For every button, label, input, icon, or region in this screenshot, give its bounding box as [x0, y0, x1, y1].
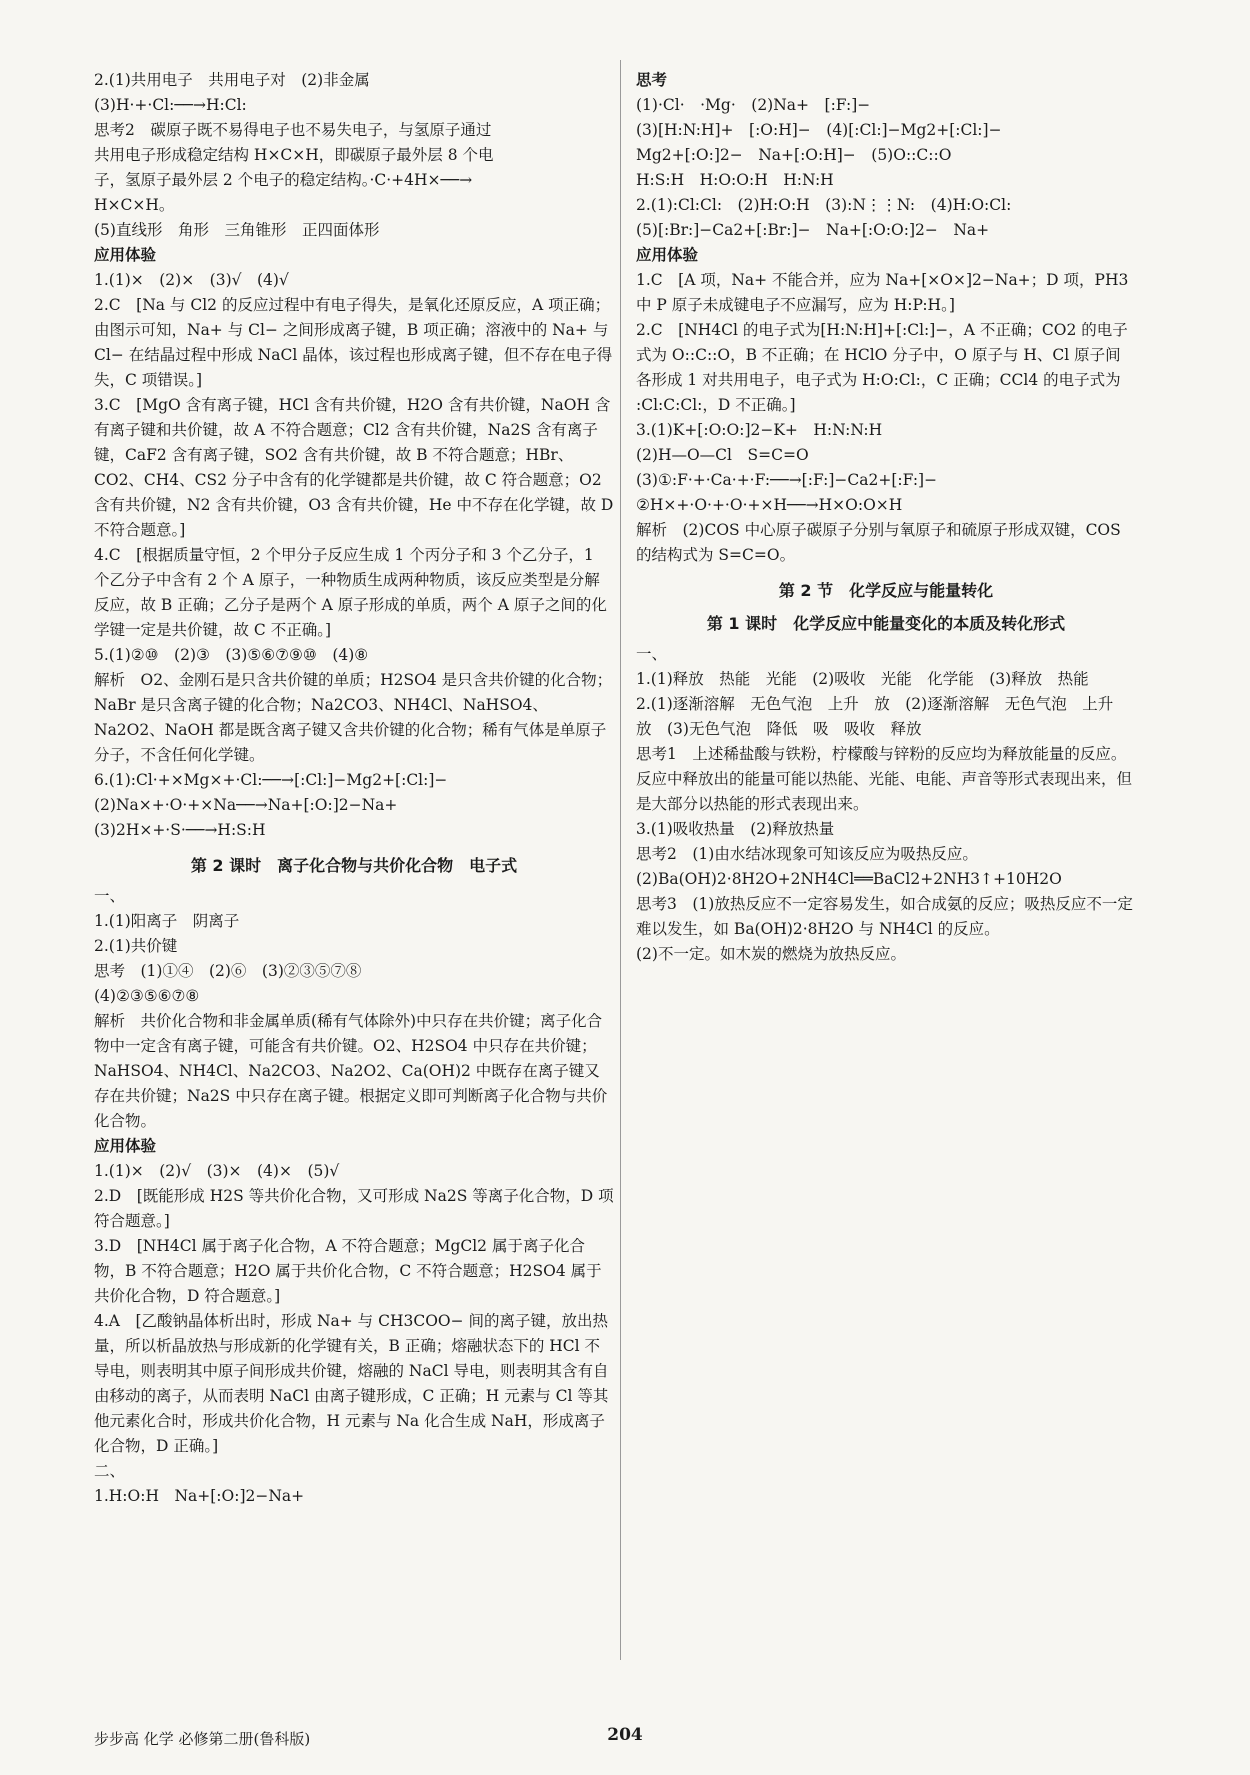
- right-line: (2)不一定。如木炭的燃烧为放热反应。: [636, 945, 906, 963]
- left-line: 应用体验: [94, 246, 157, 264]
- right-line: 3.(1)吸收热量 (2)释放热量: [636, 820, 835, 838]
- left-line: 3.D [NH4Cl 属于离子化合物，A 不符合题意；MgCl2 属于离子化合物，B 不符合题意；H2O 属于共价化合物，C 不符合题意；H2SO4 属于共价化合物，D 符合题意。]: [94, 1237, 602, 1305]
- right-line: 2.(1)逐渐溶解 无色气泡 上升 放 (2)逐渐溶解 无色气泡 上升 放 (3)无色气泡 降低 吸 吸收 释放: [636, 695, 1129, 738]
- left-line: (3)2H×+·S·──→H:S:H: [94, 821, 266, 839]
- left-line: 1.H:O:H Na+[:O:]2−Na+: [94, 1487, 305, 1505]
- right-line: 思考3 (1)放热反应不一定容易发生，如合成氨的反应；吸热反应不一定难以发生，如 Ba(OH)2·8H2O 与 NH4Cl 的反应。: [636, 895, 1133, 938]
- right-line: 第 2 节 化学反应与能量转化: [778, 581, 994, 600]
- left-line: 6.(1):Cl·+×Mg×+·Cl:──→[:Cl:]−Mg2+[:Cl:]−: [94, 771, 448, 789]
- left-line: 4.C [根据质量守恒，2 个甲分子反应生成 1 个丙分子和 3 个乙分子，1 个乙分子中含有 2 个 A 原子，一种物质生成两种物质，该反应类型是分解反应，故 B 正确；乙分子是两个 A 原子形成的单质，两个 A 原子之间的化学键一定是共价键，故 C 不正确。]: [94, 546, 607, 639]
- left-line: (5)直线形 角形 三角锥形 正四面体形: [94, 221, 380, 239]
- left-line: 第 2 课时 离子化合物与共价化合物 电子式: [190, 856, 518, 875]
- left-line: (2)Na×+·O·+×Na──→Na+[:O:]2−Na+: [94, 796, 398, 814]
- right-line: 1.C [A 项，Na+ 不能合并，应为 Na+[×O×]2−Na+；D 项，PH3 中 P 原子未成键电子不应漏写，应为 H:P:H。]: [636, 271, 1134, 314]
- right-line: 1.(1)释放 热能 光能 (2)吸收 光能 化学能 (3)释放 热能: [636, 670, 1089, 688]
- right-line: 思考1 上述稀盐酸与铁粉，柠檬酸与锌粉的反应均为释放能量的反应。反应中释放出的能量可能以热能、光能、电能、声音等形式表现出来，但是大部分以热能的形式表现出来。: [636, 745, 1133, 813]
- right-column: [636, 68, 1136, 967]
- right-line: 一、: [636, 645, 668, 663]
- left-line: 4.A [乙酸钠晶体析出时，形成 Na+ 与 CH3COO− 间的离子键，放出热量，所以析晶放热与形成新的化学键有关，B 正确；熔融状态下的 HCl 不导电，则表明其中原子间形成共价键，熔融的 NaCl 导电，则表明其含有自由移动的离子，从而表明 NaCl 由离子键形成，C 正确；H 元素与 Cl 等其他元素化合时，形成共价化合物，H 元素与 Na 化合生成 NaH，形成离子化合物，D 正确。]: [94, 1312, 609, 1455]
- left-line: (3)H·+·Cl:──→H:Cl:: [94, 96, 247, 114]
- right-line: Mg2+[:O:]2− Na+[:O:H]− (5)O::C::O: [636, 146, 952, 164]
- left-line: 2.(1)共价键: [94, 937, 178, 955]
- left-line: 二、: [94, 1462, 126, 1480]
- left-line: H×C×H。: [94, 196, 175, 214]
- left-line: 思考2 碳原子既不易得电子也不易失电子，与氢原子通过: [94, 121, 492, 139]
- left-line: 5.(1)②⑩ (2)③ (3)⑤⑥⑦⑨⑩ (4)⑧: [94, 646, 369, 664]
- left-line: 一、: [94, 887, 126, 905]
- right-line: 思考: [636, 71, 668, 89]
- column-divider: [620, 60, 621, 1660]
- right-line: 第 1 课时 化学反应中能量变化的本质及转化形式: [706, 614, 1066, 633]
- left-line: 应用体验: [94, 1137, 157, 1155]
- left-line: (4)②③⑤⑥⑦⑧: [94, 987, 200, 1005]
- right-line: H:S:H H:O:O:H H:N:H: [636, 171, 834, 189]
- right-line: (5)[:Br:]−Ca2+[:Br:]− Na+[:O:O:]2− Na+: [636, 221, 990, 239]
- left-line: 2.D [既能形成 H2S 等共价化合物，又可形成 Na2S 等离子化合物，D 项符合题意。]: [94, 1187, 614, 1230]
- left-line: 2.(1)共用电子 共用电子对 (2)非金属: [94, 71, 370, 89]
- right-line: 思考2 (1)由水结冰现象可知该反应为吸热反应。: [636, 845, 978, 863]
- right-line: (3)[H:N:H]+ [:O:H]− (4)[:Cl:]−Mg2+[:Cl:]−: [636, 121, 1002, 139]
- left-line: 1.(1)阳离子 阴离子: [94, 912, 240, 930]
- right-line: (1)·Cl· ·Mg· (2)Na+ [:F:]−: [636, 96, 871, 114]
- right-line: ②H×+·O·+·O·+×H──→H×O:O×H: [636, 496, 903, 514]
- left-column: [94, 68, 619, 1509]
- left-line: 1.(1)× (2)× (3)√ (4)√: [94, 271, 289, 289]
- left-line: 共用电子形成稳定结构 H×C×H，即碳原子最外层 8 个电: [94, 146, 494, 164]
- left-line: 解析 O2、金刚石是只含共价键的单质；H2SO4 是只含共价键的化合物；NaBr 是只含离子键的化合物；Na2CO3、NH4Cl、NaHSO4、Na2O2、NaOH 都是既含离子键又含共价键的化合物；稀有气体是单原子分子，不含任何化学键。: [94, 671, 613, 764]
- right-line: (2)Ba(OH)2·8H2O+2NH4Cl══BaCl2+2NH3↑+10H2O: [636, 870, 1062, 888]
- page-number: 204: [607, 1725, 643, 1745]
- left-line: 1.(1)× (2)√ (3)× (4)× (5)√: [94, 1162, 340, 1180]
- left-line: 3.C [MgO 含有离子键，HCl 含有共价键，H2O 含有共价键，NaOH 含有离子键和共价键，故 A 不符合题意；Cl2 含有共价键，Na2S 含有离子键，CaF2 含有离子键，SO2 含有共价键，故 B 不符合题意；HBr、CO2、CH4、CS2 分子中含有的化学键都是共价键，故 C 符合题意；O2 含有共价键，N2 含有共价键，O3 含有共价键，He 中不存在化学键，故 D 不符合题意。]: [94, 396, 619, 539]
- right-line: 应用体验: [636, 246, 699, 264]
- right-line: 解析 (2)COS 中心原子碳原子分别与氧原子和硫原子形成双键，COS 的结构式为 S=C=O。: [636, 521, 1126, 564]
- right-line: 2.(1):Cl:Cl: (2)H:O:H (3):N⋮⋮N: (4)H:O:Cl:: [636, 196, 1012, 214]
- left-line: 思考 (1)①④ (2)⑥ (3)②③⑤⑦⑧: [94, 962, 362, 980]
- right-line: 3.(1)K+[:O:O:]2−K+ H:N:N:H: [636, 421, 883, 439]
- book-series-label: 步步高 化学 必修第二册(鲁科版): [94, 1730, 311, 1748]
- right-line: 2.C [NH4Cl 的电子式为[H:N:H]+[:Cl:]−，A 不正确；CO2 的电子式为 O::C::O，B 不正确；在 HClO 分子中，O 原子与 H、Cl 原子间各形成 1 对共用电子，电子式为 H:O:Cl:，C 正确；CCl4 的电子式为 :Cl:C:Cl:，D 不正确。]: [636, 321, 1128, 414]
- left-line: 解析 共价化合物和非金属单质(稀有气体除外)中只存在共价键；离子化合物中一定含有离子键，可能含有共价键。O2、H2SO4 中只存在共价键；NaHSO4、NH4Cl、Na2CO3、Na2O2、Ca(OH)2 中既存在离子键又存在共价键；Na2S 中只存在离子键。根据定义即可判断离子化合物与共价化合物。: [94, 1012, 608, 1130]
- left-line: 2.C [Na 与 Cl2 的反应过程中有电子得失，是氧化还原反应，A 项正确；由图示可知，Na+ 与 Cl− 之间形成离子键，B 项正确；溶液中的 Na+ 与 Cl− 在结晶过程中形成 NaCl 晶体，该过程也形成离子键，但不存在电子得失，C 项错误。]: [94, 296, 614, 389]
- right-line: (2)H—O—Cl S=C=O: [636, 446, 809, 464]
- right-line: (3)①:F·+·Ca·+·F:──→[:F:]−Ca2+[:F:]−: [636, 471, 938, 489]
- left-line: 子，氢原子最外层 2 个电子的稳定结构。·C·+4H×──→: [94, 171, 473, 189]
